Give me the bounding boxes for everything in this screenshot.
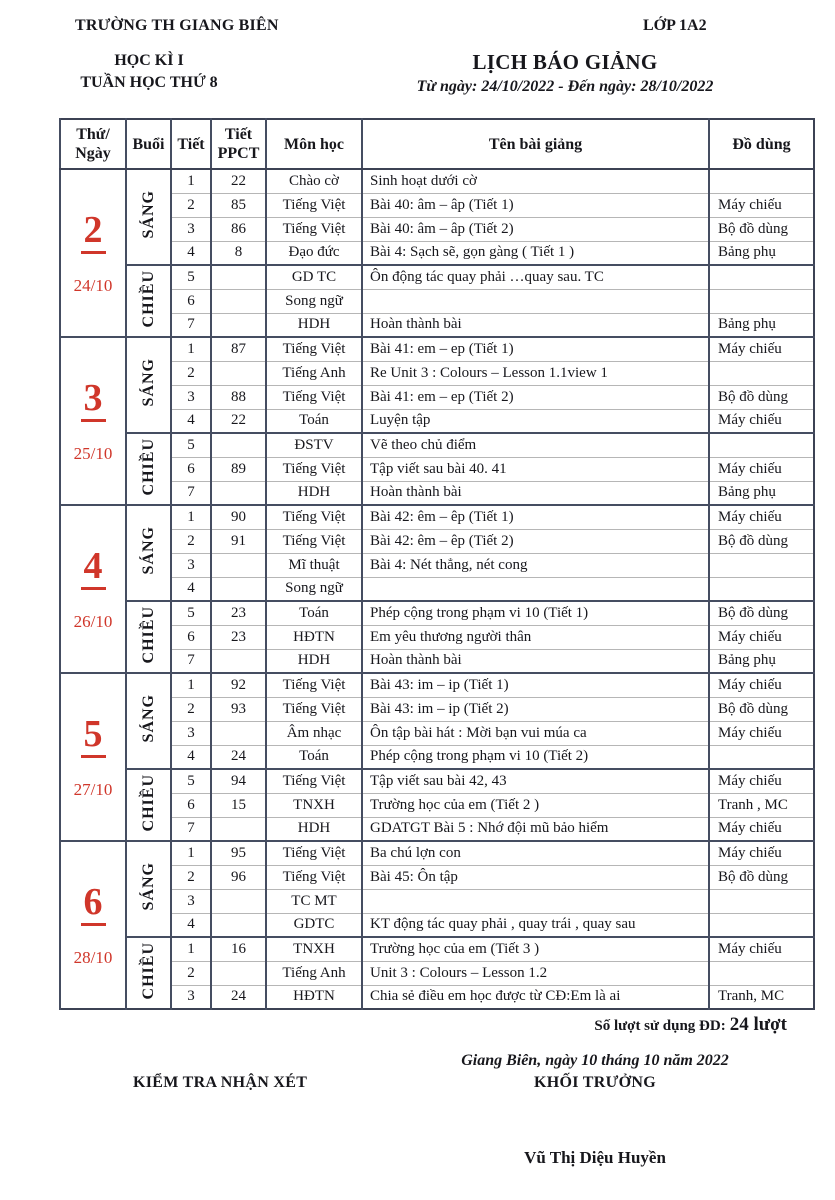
lesson-title: Sinh hoạt dưới cờ bbox=[362, 169, 709, 193]
ppct-number: 86 bbox=[211, 217, 266, 241]
ppct-number: 8 bbox=[211, 241, 266, 265]
ppct-number bbox=[211, 817, 266, 841]
subject-name: TC MT bbox=[266, 889, 362, 913]
ppct-number: 93 bbox=[211, 697, 266, 721]
signature-name: Vũ Thị Diệu Huyền bbox=[524, 1148, 666, 1167]
week-label: TUẦN HỌC THỨ 8 bbox=[80, 74, 218, 91]
column-header: Đồ dùng bbox=[709, 119, 814, 169]
ppct-number: 23 bbox=[211, 625, 266, 649]
lesson-title: Bài 42: êm – êp (Tiết 2) bbox=[362, 529, 709, 553]
period-number: 5 bbox=[171, 433, 211, 457]
column-header: Tiết PPCT bbox=[211, 119, 266, 169]
lesson-title: Ôn động tác quay phải …quay sau. TC bbox=[362, 265, 709, 289]
ppct-number: 94 bbox=[211, 769, 266, 793]
schedule-row bbox=[60, 889, 814, 913]
day-number: 2 bbox=[81, 210, 106, 254]
subject-name: Tiếng Việt bbox=[266, 865, 362, 889]
lesson-title: Phép cộng trong phạm vi 10 (Tiết 2) bbox=[362, 745, 709, 769]
day-date: 28/10 bbox=[73, 948, 113, 967]
lesson-title: Chia sẻ điều em học được từ CĐ:Em là ai bbox=[362, 985, 709, 1009]
lesson-title: Trường học của em (Tiết 3 ) bbox=[362, 937, 709, 961]
ppct-number: 92 bbox=[211, 673, 266, 697]
period-number: 5 bbox=[171, 601, 211, 625]
ppct-number bbox=[211, 313, 266, 337]
schedule-row bbox=[60, 217, 814, 241]
date-range: Từ ngày: 24/10/2022 - Đến ngày: 28/10/2022 bbox=[416, 78, 714, 95]
title-block bbox=[350, 50, 780, 96]
lesson-title: KT động tác quay phải , quay trái , quay sau bbox=[362, 913, 709, 937]
subject-name: GDTC bbox=[266, 913, 362, 937]
session-cell bbox=[126, 169, 171, 265]
day-cell bbox=[60, 337, 126, 505]
day-number: 3 bbox=[81, 378, 106, 422]
ppct-number bbox=[211, 649, 266, 673]
equipment: Bộ đồ dùng bbox=[709, 697, 814, 721]
subject-name: Chào cờ bbox=[266, 169, 362, 193]
header-row bbox=[60, 119, 814, 169]
ppct-number bbox=[211, 361, 266, 385]
subject-name: Tiếng Anh bbox=[266, 361, 362, 385]
review-title: KIỂM TRA NHẬN XÉT bbox=[133, 1074, 308, 1091]
schedule-row bbox=[60, 193, 814, 217]
session-label: CHIỀU bbox=[139, 605, 157, 664]
equipment bbox=[709, 553, 814, 577]
ppct-number bbox=[211, 889, 266, 913]
ppct-number: 15 bbox=[211, 793, 266, 817]
subject-name: Song ngữ bbox=[266, 289, 362, 313]
schedule-body bbox=[60, 169, 814, 1009]
session-label: SÁNG bbox=[139, 358, 157, 407]
ppct-number: 16 bbox=[211, 937, 266, 961]
session-label: CHIỀU bbox=[139, 269, 157, 328]
schedule-row bbox=[60, 529, 814, 553]
schedule-header bbox=[60, 119, 814, 169]
lesson-title: Em yêu thương người thân bbox=[362, 625, 709, 649]
equipment bbox=[709, 361, 814, 385]
schedule-row bbox=[60, 625, 814, 649]
lesson-title bbox=[362, 889, 709, 913]
day-date: 27/10 bbox=[73, 780, 113, 799]
period-number: 2 bbox=[171, 961, 211, 985]
period-number: 2 bbox=[171, 865, 211, 889]
day-date: 24/10 bbox=[73, 276, 113, 295]
period-number: 2 bbox=[171, 193, 211, 217]
equipment bbox=[709, 961, 814, 985]
schedule-row bbox=[60, 337, 814, 361]
semester-label: HỌC KÌ I bbox=[114, 52, 184, 69]
subject-name: Toán bbox=[266, 601, 362, 625]
lesson-title: Bài 43: im – ip (Tiết 1) bbox=[362, 673, 709, 697]
equipment: Bộ đồ dùng bbox=[709, 865, 814, 889]
schedule-row bbox=[60, 913, 814, 937]
subject-name: Tiếng Việt bbox=[266, 217, 362, 241]
subject-name: HDH bbox=[266, 649, 362, 673]
period-number: 1 bbox=[171, 937, 211, 961]
equipment: Tranh , MC bbox=[709, 793, 814, 817]
ppct-number: 22 bbox=[211, 409, 266, 433]
equipment: Bảng phụ bbox=[709, 241, 814, 265]
schedule-row bbox=[60, 745, 814, 769]
schedule-row bbox=[60, 673, 814, 697]
period-number: 4 bbox=[171, 409, 211, 433]
equipment bbox=[709, 289, 814, 313]
period-number: 1 bbox=[171, 841, 211, 865]
equipment bbox=[709, 745, 814, 769]
page-title: LỊCH BÁO GIẢNG bbox=[472, 50, 658, 74]
lesson-title: Unit 3 : Colours – Lesson 1.2 bbox=[362, 961, 709, 985]
schedule-row bbox=[60, 937, 814, 961]
ppct-number bbox=[211, 481, 266, 505]
subject-name: Tiếng Việt bbox=[266, 505, 362, 529]
schedule-row bbox=[60, 793, 814, 817]
ppct-number bbox=[211, 961, 266, 985]
schedule-row bbox=[60, 649, 814, 673]
ppct-number bbox=[211, 553, 266, 577]
schedule-row bbox=[60, 385, 814, 409]
schedule-row bbox=[60, 817, 814, 841]
session-label: CHIỀU bbox=[139, 773, 157, 832]
day-date: 25/10 bbox=[73, 444, 113, 463]
lesson-title: Hoàn thành bài bbox=[362, 313, 709, 337]
lesson-title bbox=[362, 289, 709, 313]
lesson-title: Luyện tập bbox=[362, 409, 709, 433]
lesson-title: Tập viết sau bài 42, 43 bbox=[362, 769, 709, 793]
column-header: Tên bài giảng bbox=[362, 119, 709, 169]
lesson-title: Ôn tập bài hát : Mời bạn vui múa ca bbox=[362, 721, 709, 745]
period-number: 6 bbox=[171, 625, 211, 649]
ppct-number bbox=[211, 289, 266, 313]
lesson-title: Bài 4: Sạch sẽ, gọn gàng ( Tiết 1 ) bbox=[362, 241, 709, 265]
ppct-number bbox=[211, 577, 266, 601]
column-header: Tiết bbox=[171, 119, 211, 169]
session-label: SÁNG bbox=[139, 694, 157, 743]
schedule-row bbox=[60, 841, 814, 865]
schedule-row bbox=[60, 577, 814, 601]
day-date: 26/10 bbox=[73, 612, 113, 631]
equipment: Bảng phụ bbox=[709, 481, 814, 505]
period-number: 3 bbox=[171, 721, 211, 745]
session-label: SÁNG bbox=[139, 862, 157, 911]
period-number: 3 bbox=[171, 217, 211, 241]
session-cell bbox=[126, 769, 171, 841]
class-name: LỚP 1A2 bbox=[643, 17, 707, 34]
subject-name: Âm nhạc bbox=[266, 721, 362, 745]
schedule-row bbox=[60, 241, 814, 265]
day-number: 4 bbox=[81, 546, 106, 590]
subject-name: Tiếng Việt bbox=[266, 697, 362, 721]
lesson-title: Vẽ theo chủ điểm bbox=[362, 433, 709, 457]
schedule-row bbox=[60, 505, 814, 529]
subject-name: Tiếng Việt bbox=[266, 385, 362, 409]
schedule-row bbox=[60, 361, 814, 385]
subject-name: ĐSTV bbox=[266, 433, 362, 457]
ppct-number bbox=[211, 265, 266, 289]
period-number: 6 bbox=[171, 793, 211, 817]
period-number: 6 bbox=[171, 289, 211, 313]
schedule-row bbox=[60, 601, 814, 625]
period-number: 7 bbox=[171, 481, 211, 505]
period-number: 4 bbox=[171, 241, 211, 265]
session-cell bbox=[126, 433, 171, 505]
lesson-title: Bài 42: êm – êp (Tiết 1) bbox=[362, 505, 709, 529]
day-cell bbox=[60, 841, 126, 1009]
period-number: 6 bbox=[171, 457, 211, 481]
session-label: SÁNG bbox=[139, 190, 157, 239]
session-cell bbox=[126, 937, 171, 1009]
subject-name: Tiếng Việt bbox=[266, 193, 362, 217]
subject-name: HDH bbox=[266, 313, 362, 337]
column-header: Thứ/ Ngày bbox=[60, 119, 126, 169]
subject-name: Tiếng Việt bbox=[266, 769, 362, 793]
period-number: 4 bbox=[171, 577, 211, 601]
subject-name: Mĩ thuật bbox=[266, 553, 362, 577]
subject-name: Đạo đức bbox=[266, 241, 362, 265]
subject-name: Tiếng Việt bbox=[266, 841, 362, 865]
ppct-number: 96 bbox=[211, 865, 266, 889]
session-cell bbox=[126, 601, 171, 673]
equipment: Bộ đồ dùng bbox=[709, 601, 814, 625]
subject-name: Toán bbox=[266, 745, 362, 769]
lesson-title: Phép cộng trong phạm vi 10 (Tiết 1) bbox=[362, 601, 709, 625]
equipment bbox=[709, 913, 814, 937]
lesson-title: Bài 41: em – ep (Tiết 2) bbox=[362, 385, 709, 409]
session-label: CHIỀU bbox=[139, 941, 157, 1000]
schedule-table bbox=[59, 118, 815, 1010]
ppct-number bbox=[211, 721, 266, 745]
subject-name: TNXH bbox=[266, 937, 362, 961]
equipment: Bộ đồ dùng bbox=[709, 385, 814, 409]
schedule-row bbox=[60, 553, 814, 577]
equipment: Máy chiếu bbox=[709, 409, 814, 433]
lesson-title: Tập viết sau bài 40. 41 bbox=[362, 457, 709, 481]
period-number: 4 bbox=[171, 913, 211, 937]
equipment: Bộ đồ dùng bbox=[709, 529, 814, 553]
subject-name: HDH bbox=[266, 817, 362, 841]
day-cell bbox=[60, 673, 126, 841]
equipment bbox=[709, 577, 814, 601]
schedule-row bbox=[60, 409, 814, 433]
equipment: Máy chiếu bbox=[709, 673, 814, 697]
usage-label: Số lượt sử dụng ĐD: bbox=[594, 1018, 726, 1034]
equipment: Bảng phụ bbox=[709, 313, 814, 337]
group-leader-title: KHỐI TRƯỞNG bbox=[534, 1074, 656, 1091]
ppct-number bbox=[211, 913, 266, 937]
period-number: 5 bbox=[171, 769, 211, 793]
equipment: Máy chiếu bbox=[709, 625, 814, 649]
ppct-number: 85 bbox=[211, 193, 266, 217]
day-number: 6 bbox=[81, 882, 106, 926]
lesson-title: Hoàn thành bài bbox=[362, 649, 709, 673]
day-number: 5 bbox=[81, 714, 106, 758]
lesson-title: Bài 41: em – ep (Tiết 1) bbox=[362, 337, 709, 361]
subject-name: Tiếng Việt bbox=[266, 457, 362, 481]
session-cell bbox=[126, 265, 171, 337]
equipment bbox=[709, 889, 814, 913]
period-number: 3 bbox=[171, 889, 211, 913]
ppct-number: 91 bbox=[211, 529, 266, 553]
period-number: 5 bbox=[171, 265, 211, 289]
equipment: Máy chiếu bbox=[709, 193, 814, 217]
place-date: Giang Biên, ngày 10 tháng 10 năm 2022 bbox=[461, 1052, 729, 1069]
equipment: Máy chiếu bbox=[709, 337, 814, 361]
lesson-title: Ba chú lợn con bbox=[362, 841, 709, 865]
ppct-number: 89 bbox=[211, 457, 266, 481]
schedule-row bbox=[60, 457, 814, 481]
school-name: TRƯỜNG TH GIANG BIÊN bbox=[75, 17, 279, 34]
session-label: CHIỀU bbox=[139, 437, 157, 496]
ppct-number: 22 bbox=[211, 169, 266, 193]
lesson-title: Bài 40: âm – âp (Tiết 1) bbox=[362, 193, 709, 217]
ppct-number: 90 bbox=[211, 505, 266, 529]
period-number: 3 bbox=[171, 385, 211, 409]
schedule-row bbox=[60, 721, 814, 745]
equipment: Máy chiếu bbox=[709, 457, 814, 481]
equipment: Máy chiếu bbox=[709, 505, 814, 529]
schedule-row bbox=[60, 313, 814, 337]
session-cell bbox=[126, 841, 171, 937]
period-number: 7 bbox=[171, 817, 211, 841]
schedule-row bbox=[60, 961, 814, 985]
equipment bbox=[709, 169, 814, 193]
lesson-title: Re Unit 3 : Colours – Lesson 1.1view 1 bbox=[362, 361, 709, 385]
semester-block bbox=[64, 50, 234, 94]
day-cell bbox=[60, 505, 126, 673]
schedule-row bbox=[60, 289, 814, 313]
period-number: 7 bbox=[171, 649, 211, 673]
ppct-number: 95 bbox=[211, 841, 266, 865]
lesson-title: Bài 40: âm – âp (Tiết 2) bbox=[362, 217, 709, 241]
equipment bbox=[709, 433, 814, 457]
ppct-number: 88 bbox=[211, 385, 266, 409]
equipment: Bộ đồ dùng bbox=[709, 217, 814, 241]
equipment: Máy chiếu bbox=[709, 937, 814, 961]
period-number: 3 bbox=[171, 553, 211, 577]
usage-value: 24 lượt bbox=[729, 1014, 787, 1035]
schedule-row bbox=[60, 265, 814, 289]
subject-name: Toán bbox=[266, 409, 362, 433]
subject-name: Tiếng Việt bbox=[266, 337, 362, 361]
period-number: 2 bbox=[171, 697, 211, 721]
schedule-row bbox=[60, 169, 814, 193]
day-cell bbox=[60, 169, 126, 337]
period-number: 1 bbox=[171, 673, 211, 697]
period-number: 4 bbox=[171, 745, 211, 769]
equipment: Tranh, MC bbox=[709, 985, 814, 1009]
lesson-title: Bài 4: Nét thẳng, nét cong bbox=[362, 553, 709, 577]
session-label: SÁNG bbox=[139, 526, 157, 575]
subject-name: Tiếng Anh bbox=[266, 961, 362, 985]
session-cell bbox=[126, 673, 171, 769]
schedule-row bbox=[60, 865, 814, 889]
column-header: Buổi bbox=[126, 119, 171, 169]
equipment: Bảng phụ bbox=[709, 649, 814, 673]
lesson-title: Hoàn thành bài bbox=[362, 481, 709, 505]
lesson-title: Bài 43: im – ip (Tiết 2) bbox=[362, 697, 709, 721]
lesson-title: Bài 45: Ôn tập bbox=[362, 865, 709, 889]
equipment bbox=[709, 265, 814, 289]
schedule-row bbox=[60, 697, 814, 721]
usage-count bbox=[594, 1014, 787, 1036]
subject-name: Tiếng Việt bbox=[266, 673, 362, 697]
period-number: 2 bbox=[171, 529, 211, 553]
subject-name: HĐTN bbox=[266, 985, 362, 1009]
equipment: Máy chiếu bbox=[709, 817, 814, 841]
period-number: 7 bbox=[171, 313, 211, 337]
session-cell bbox=[126, 337, 171, 433]
equipment: Máy chiếu bbox=[709, 769, 814, 793]
subject-name: TNXH bbox=[266, 793, 362, 817]
subject-name: HDH bbox=[266, 481, 362, 505]
schedule-row bbox=[60, 433, 814, 457]
subject-name: HĐTN bbox=[266, 625, 362, 649]
period-number: 1 bbox=[171, 505, 211, 529]
subject-name: Song ngữ bbox=[266, 577, 362, 601]
session-cell bbox=[126, 505, 171, 601]
period-number: 1 bbox=[171, 337, 211, 361]
column-header: Môn học bbox=[266, 119, 362, 169]
equipment: Máy chiếu bbox=[709, 721, 814, 745]
schedule-row bbox=[60, 769, 814, 793]
equipment: Máy chiếu bbox=[709, 841, 814, 865]
ppct-number: 23 bbox=[211, 601, 266, 625]
ppct-number: 87 bbox=[211, 337, 266, 361]
lesson-title: Trường học của em (Tiết 2 ) bbox=[362, 793, 709, 817]
ppct-number bbox=[211, 433, 266, 457]
subject-name: Tiếng Việt bbox=[266, 529, 362, 553]
period-number: 1 bbox=[171, 169, 211, 193]
period-number: 3 bbox=[171, 985, 211, 1009]
schedule-row bbox=[60, 985, 814, 1009]
ppct-number: 24 bbox=[211, 745, 266, 769]
subject-name: GD TC bbox=[266, 265, 362, 289]
lesson-title: GDATGT Bài 5 : Nhớ đội mũ bảo hiểm bbox=[362, 817, 709, 841]
schedule-row bbox=[60, 481, 814, 505]
lesson-title bbox=[362, 577, 709, 601]
period-number: 2 bbox=[171, 361, 211, 385]
ppct-number: 24 bbox=[211, 985, 266, 1009]
